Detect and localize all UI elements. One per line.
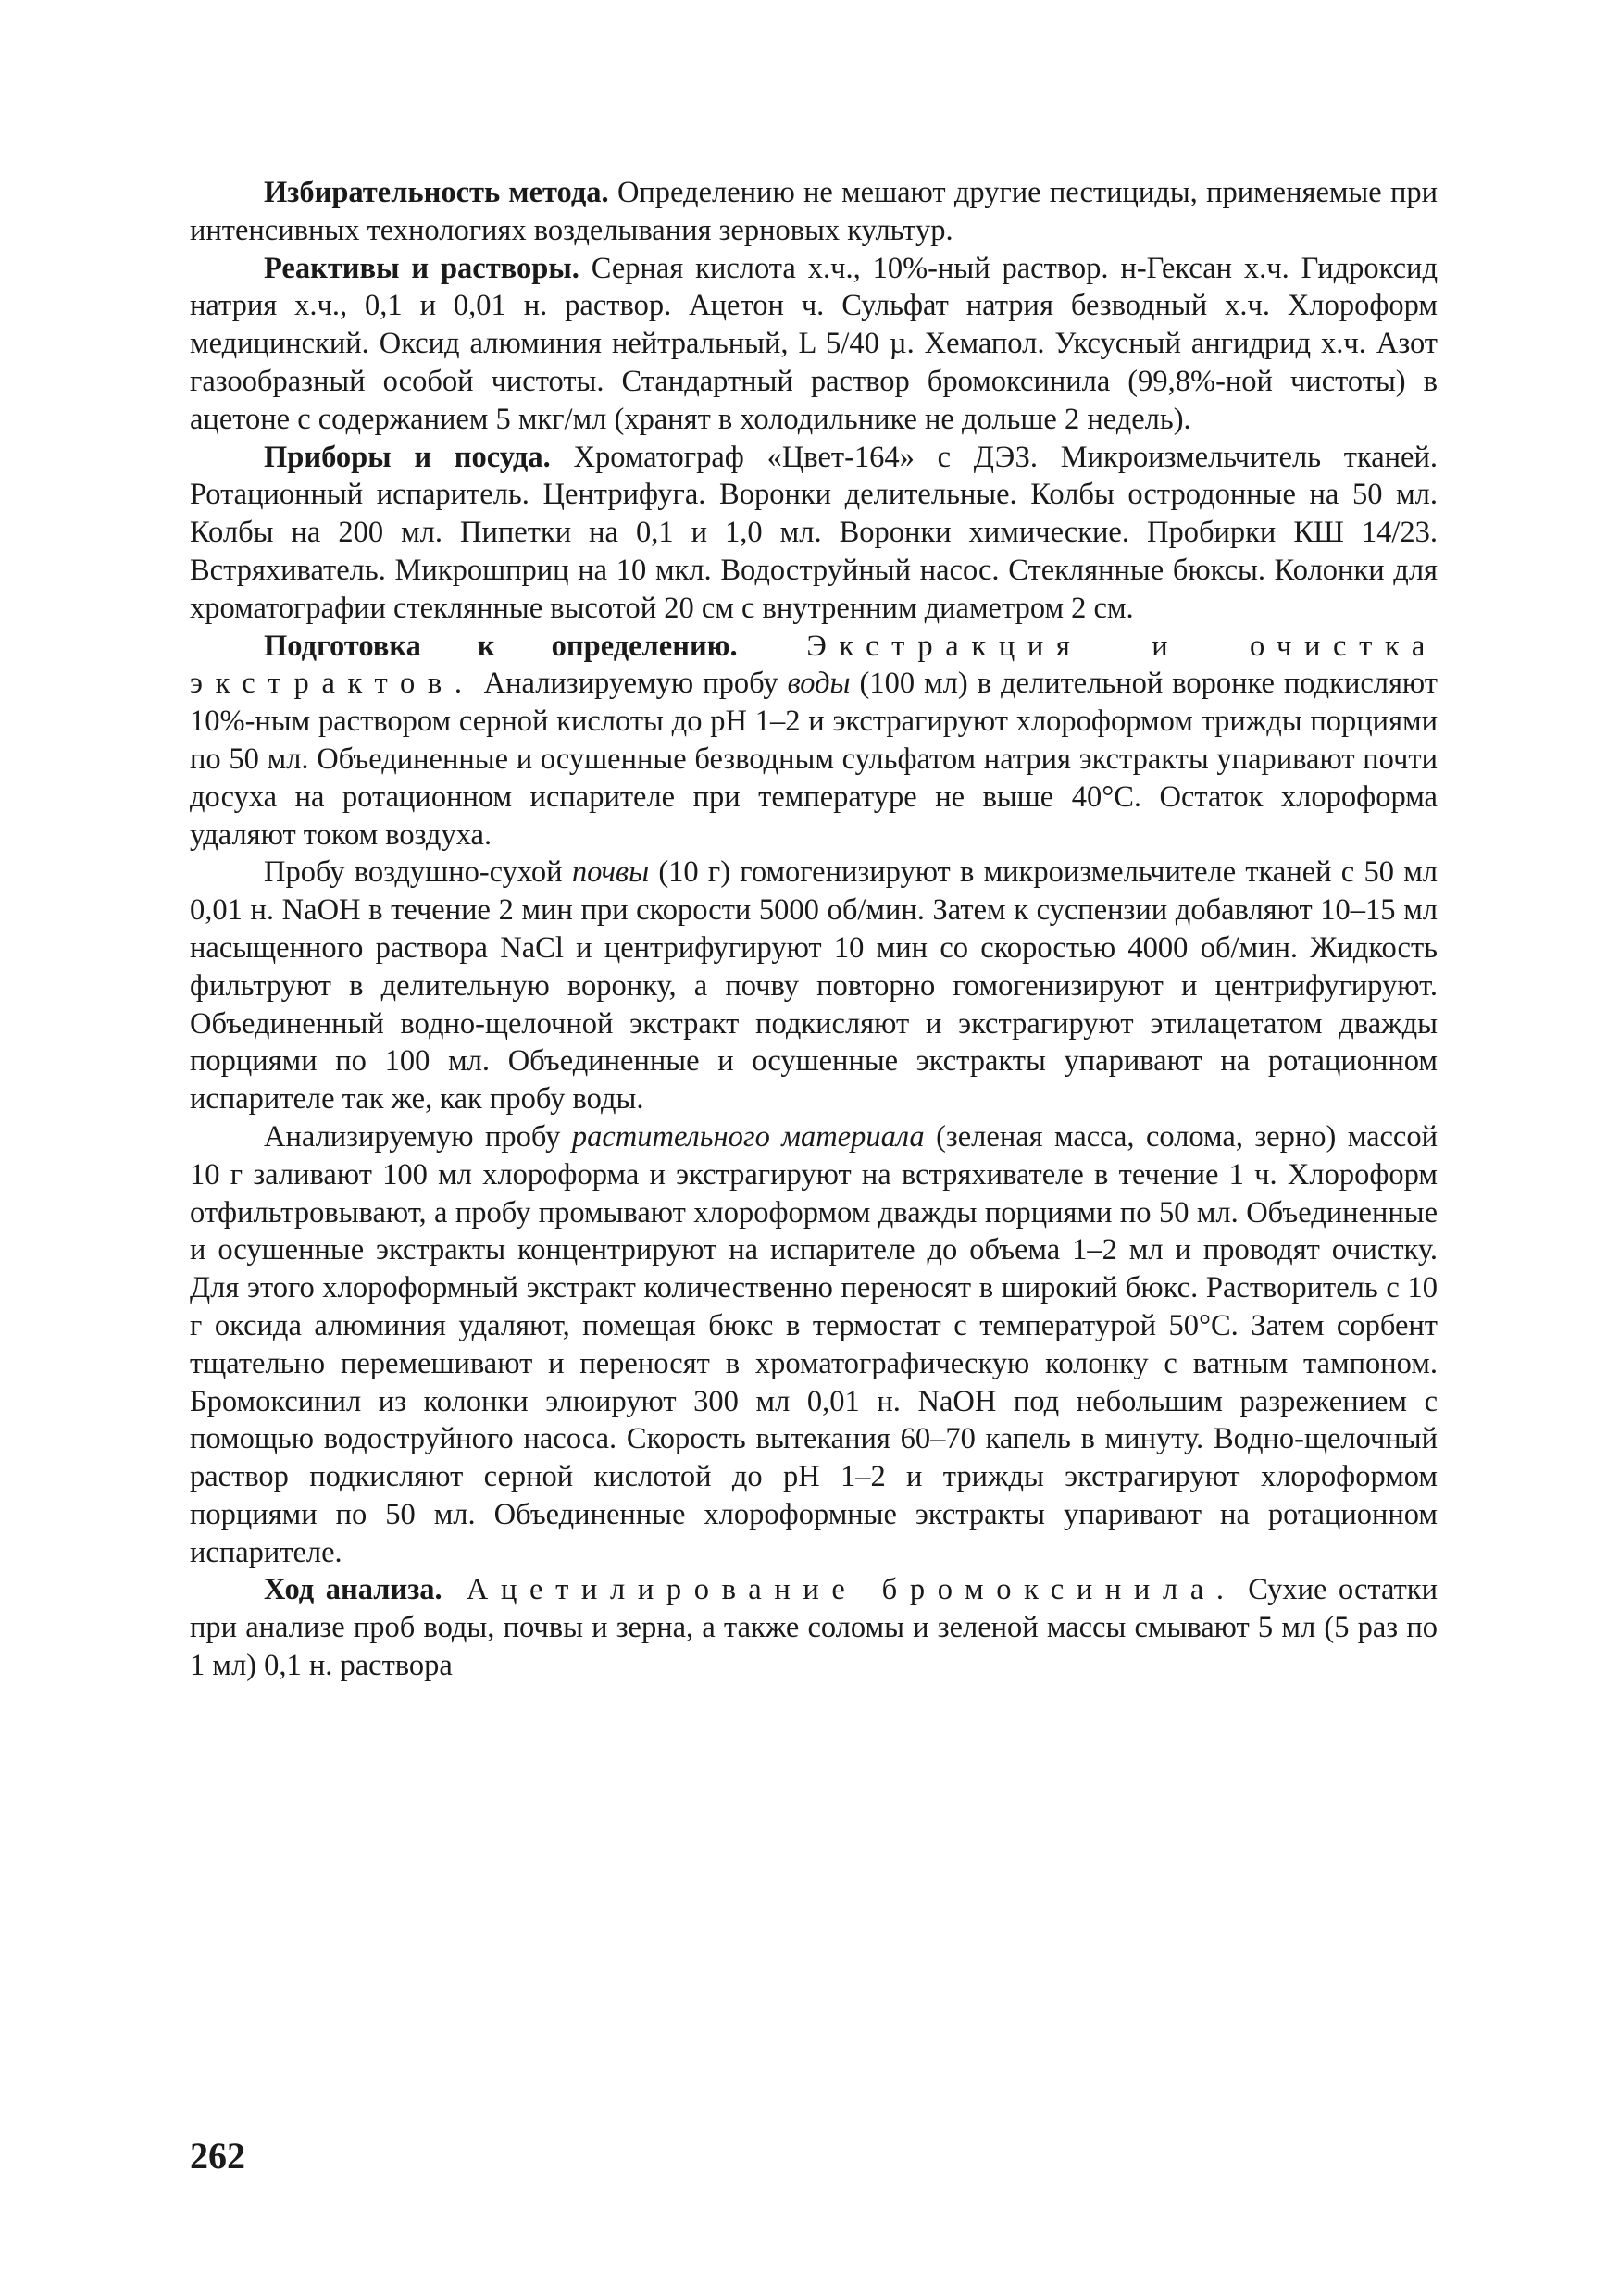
heading-selectivity: Избирательность метода.: [264, 176, 609, 209]
text-plant-2: (зеленая масса, солома, зерно) массой 10 г заливают 100 мл хлороформа и экстрагируют на встряхивателе в течение 1 ч. Хлороформ отфильтровывают, а пробу промывают хлороформом дважды порциями по 50 мл. Объединенные и осушенные экстракты концентрируют на испарителе до объема 1–2 мл и проводят очистку. Для этого хлороформный экстракт количественно переносят в широкий бюкс. Растворитель с 10 г оксида алюминия удаляют, помещая бюкс в термостат с температурой 50°C. Затем сорбент тщательно перемешивают и переносят в хроматографическую колонку с ватным тампоном. Бромоксинил из колонки элюируют 300 мл 0,01 н. NaOH под небольшим разрежением с помощью водоструйного насоса. Скорость вытекания 60–70 капель в минуту. Водно-щелочный раствор подкисляют серной кислотой до pH 1–2 и трижды экстрагируют хлороформом порциями по 50 мл. Объединенные хлороформные экстракты упаривают на ротационном испарителе.: [190, 1119, 1438, 1569]
page-body: [190, 174, 1438, 1685]
italic-soil: почвы: [571, 855, 650, 890]
paragraph-equipment: [190, 439, 1438, 628]
text-selectivity: Определению не мешают другие пестициды, применяемые при интенсивных технологиях возделывания зерновых культур.: [190, 176, 1438, 247]
paragraph-soil: [190, 854, 1438, 1118]
text-preparation-1: Анализируемую пробу: [474, 667, 788, 701]
paragraph-selectivity: [190, 174, 1438, 250]
paragraph-analysis: [190, 1571, 1438, 1684]
paragraph-reagents: [190, 250, 1438, 439]
heading-analysis: Ход анализа.: [264, 1573, 442, 1607]
text-equipment: Хроматограф «Цвет-164» с ДЭЗ. Микроизмельчитель тканей. Ротационный испаритель. Центрифуга. Воронки делительные. Колбы остродонные на 50 мл. Колбы на 200 мл. Пипетки на 0,1 и 1,0 мл. Воронки химические. Пробирки КШ 14/23. Встряхиватель. Микрошприц на 10 мкл. Водоструйный насос. Стеклянные бюксы. Колонки для хроматографии стеклянные высотой 20 см с внутренним диаметром 2 см.: [190, 440, 1438, 625]
italic-water: воды: [787, 667, 851, 701]
page-number: 262: [190, 2135, 245, 2177]
text-soil-2: (10 г) гомогенизируют в микроизмельчителе тканей с 50 мл 0,01 н. NaOH в течение 2 мин при скорости 5000 об/мин. Затем к суспензии добавляют 10–15 мл насыщенного раствора NaCl и центрифугируют 10 мин со скоростью 4000 об/мин. Жидкость фильтруют в делительную воронку, а почву повторно гомогенизируют и центрифугируют. Объединенный водно-щелочной экстракт подкисляют и экстрагируют этилацетатом дважды порциями по 100 мл. Объединенные и осушенные экстракты упаривают на ротационном испарителе так же, как пробу воды.: [190, 855, 1438, 1117]
heading-reagents: Реактивы и растворы.: [264, 251, 579, 285]
subheading-acetylation: Ацетилирование бромоксинила.: [442, 1573, 1237, 1607]
text-analysis: Сухие остатки при анализе проб воды, почвы и зерна, а также соломы и зеленой массы смывают 5 мл (5 раз по 1 мл) 0,1 н. раствора: [190, 1573, 1438, 1683]
heading-preparation: Подготовка к определению.: [264, 629, 738, 663]
text-plant-1: Анализируемую пробу: [264, 1119, 572, 1154]
subheading-extraction: Экстракция и очистка экстрактов.: [190, 629, 1438, 701]
paragraph-plant-material: [190, 1118, 1438, 1572]
text-preparation-2: (100 мл) в делительной воронке подкисляют 10%-ным раствором серной кислоты до pH 1–2 и экстрагируют хлороформом трижды порциями по 50 мл. Объединенные и осушенные безводным сульфатом натрия экстракты упаривают почти досуха на ротационном испарителе при температуре не выше 40°C. Остаток хлороформа удаляют током воздуха.: [190, 667, 1438, 852]
paragraph-preparation: [190, 628, 1438, 855]
text-soil-1: Пробу воздушно-сухой: [264, 855, 572, 890]
text-reagents: Серная кислота х.ч., 10%-ный раствор. н-Гексан х.ч. Гидроксид натрия х.ч., 0,1 и 0,01 н. раствор. Ацетон ч. Сульфат натрия безводный х.ч. Хлороформ медицинский. Оксид алюминия нейтральный, L 5/40 µ. Хемапол. Уксусный ангидрид х.ч. Азот газообразный особой чистоты. Стандартный раствор бромоксинила (99,8%-ной чистоты) в ацетоне с содержанием 5 мкг/мл (хранят в холодильнике не дольше 2 недель).: [190, 251, 1438, 436]
heading-equipment: Приборы и посуда.: [264, 440, 551, 474]
italic-plant-material: растительного материала: [571, 1119, 925, 1154]
